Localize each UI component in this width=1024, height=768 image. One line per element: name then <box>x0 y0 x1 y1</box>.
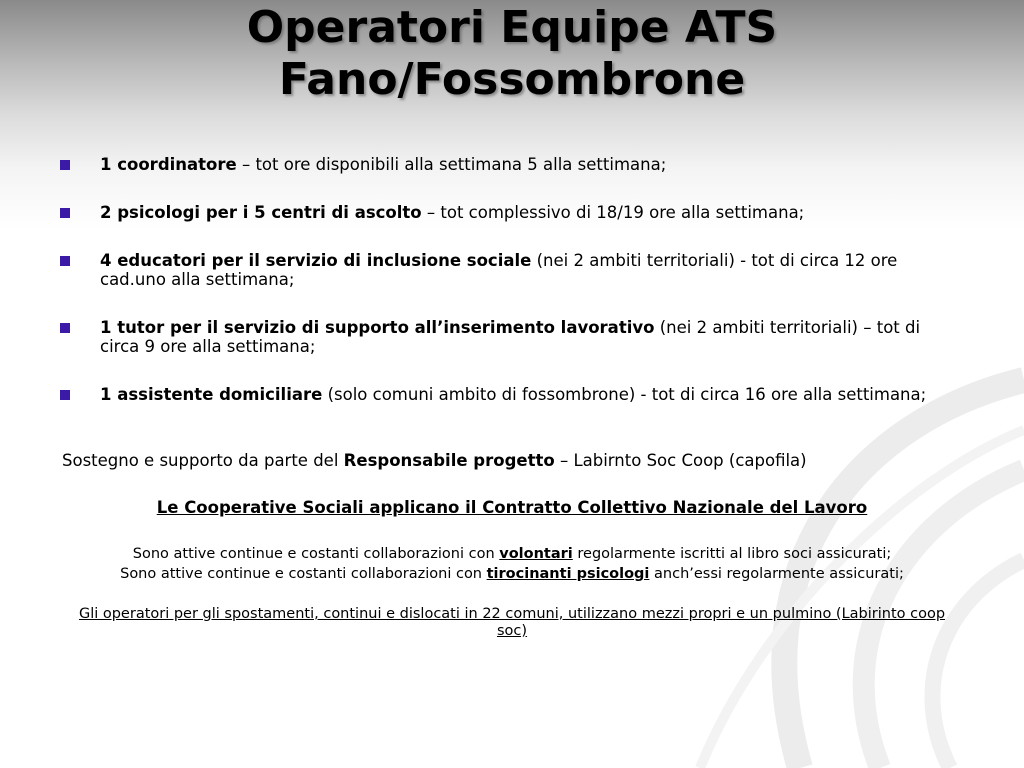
square-bullet-icon <box>60 256 70 266</box>
bullet-rest: (nei 2 ambiti territoriali) - tot di circa 12 ore cad.uno alla settimana; <box>100 251 898 289</box>
collaborations-interns: Sono attive continue e costanti collaborazioni con tirocinanti psicologi anch’essi regolarmente assicurati; <box>120 566 904 582</box>
volunteers-link: volontari <box>499 546 573 562</box>
bullet-item-coordinator <box>60 155 960 174</box>
bullet-bold: 1 coordinatore <box>100 155 237 174</box>
bullet-item-psychologists <box>60 203 960 222</box>
square-bullet-icon <box>60 160 70 170</box>
bullet-item-home-assistant <box>60 385 960 404</box>
bullet-bold: 1 assistente domiciliare <box>100 385 323 404</box>
support-bold: Responsabile progetto <box>343 451 555 470</box>
bullet-rest: (solo comuni ambito di fossombrone) - tot di circa 16 ore alla settimana; <box>322 385 927 404</box>
interns-link: tirocinanti psicologi <box>486 566 650 582</box>
bullet-rest: (nei 2 ambiti territoriali) – tot di circa 9 ore alla settimana; <box>100 318 921 356</box>
bullet-item-tutor <box>60 318 960 356</box>
bullet-rest: – tot ore disponibili alla settimana 5 alla settimana; <box>236 155 667 174</box>
bullet-bold: 2 psicologi per i 5 centri di ascolto <box>100 203 422 222</box>
square-bullet-icon <box>60 208 70 218</box>
transport-paragraph: Gli operatori per gli spostamenti, continui e dislocati in 22 comuni, utilizzano mezzi propri e un pulmino (Labirinto coop soc) <box>78 606 946 639</box>
slide-title <box>0 2 1024 106</box>
title-line-2: Fano/Fossombrone <box>278 54 746 105</box>
square-bullet-icon <box>60 323 70 333</box>
collaborations-volunteers: Sono attive continue e costanti collaborazioni con volontari regolarmente iscritti al libro soci assicurati; <box>132 546 892 562</box>
support-paragraph: Sostegno e supporto da parte del Responsabile progetto – Labirnto Soc Coop (capofila) <box>62 451 807 470</box>
bullet-bold: 4 educatori per il servizio di inclusione sociale <box>100 251 532 270</box>
bullet-bold: 1 tutor per il servizio di supporto all’inserimento lavorativo <box>100 318 655 337</box>
cooperatives-heading: Le Cooperative Sociali applicano il Contratto Collettivo Nazionale del Lavoro <box>156 498 868 517</box>
bullet-rest: – tot complessivo di 18/19 ore alla settimana; <box>421 203 805 222</box>
bullet-item-educators <box>60 251 960 289</box>
square-bullet-icon <box>60 390 70 400</box>
title-line-1: Operatori Equipe ATS <box>246 2 778 53</box>
